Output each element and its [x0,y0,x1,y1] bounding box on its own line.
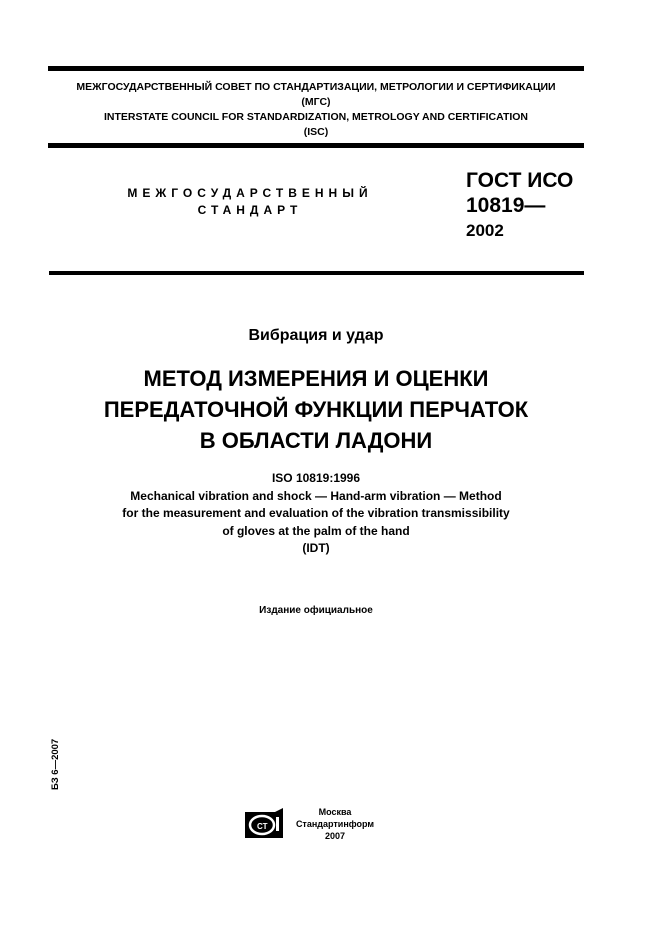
publisher-name: Стандартинформ [295,819,375,829]
title-line2: ПЕРЕДАТОЧНОЙ ФУНКЦИИ ПЕРЧАТОК [103,397,529,422]
council-header [48,80,584,140]
standard-label-line1: МЕЖГОСУДАРСТВЕННЫЙ [127,186,373,200]
iso-title-line1: Mechanical vibration and shock — Hand-arm vibration — Method [130,488,502,503]
council-abbr-ru: (МГС) [301,96,331,108]
designation-line1: ГОСТ ИСО [466,169,574,192]
council-name-en: INTERSTATE COUNCIL FOR STANDARDIZATION, METROLOGY AND CERTIFICATION [103,111,529,123]
top-rule [48,66,584,71]
title-line1: МЕТОД ИЗМЕРЕНИЯ И ОЦЕНКИ [143,366,489,391]
standard-label [110,185,390,219]
iso-number: ISO 10819:1996 [271,471,361,485]
third-rule [49,271,584,275]
document-subtitle: Вибрация и удар [248,327,384,344]
designation-line2: 10819— [466,194,546,217]
iso-title-line2: for the measurement and evaluation of the vibration transmissibility [122,506,510,520]
publisher-city: Москва [318,807,352,817]
standard-designation [466,168,573,243]
svg-text:СТ: СТ [257,822,268,831]
second-rule [48,143,584,148]
iso-reference [48,470,584,558]
council-abbr-en: (ISC) [303,126,329,138]
publisher-year: 2007 [324,831,346,841]
iso-title-line3: of gloves at the palm of the hand [222,523,410,538]
publisher-block [285,806,385,842]
edition-label: Издание официальное [259,605,373,616]
side-code: БЗ 6—2007 [50,738,61,790]
iso-equivalence: (IDT) [302,541,330,555]
standartinform-logo-icon [245,808,285,838]
standard-label-line2: СТАНДАРТ [197,203,303,217]
title-line3: В ОБЛАСТИ ЛАДОНИ [199,428,433,453]
designation-year: 2002 [466,221,504,240]
council-name-ru: МЕЖГОСУДАРСТВЕННЫЙ СОВЕТ ПО СТАНДАРТИЗАЦИИ, МЕТРОЛОГИИ И СЕРТИФИКАЦИИ [76,81,556,93]
document-title [48,363,584,456]
